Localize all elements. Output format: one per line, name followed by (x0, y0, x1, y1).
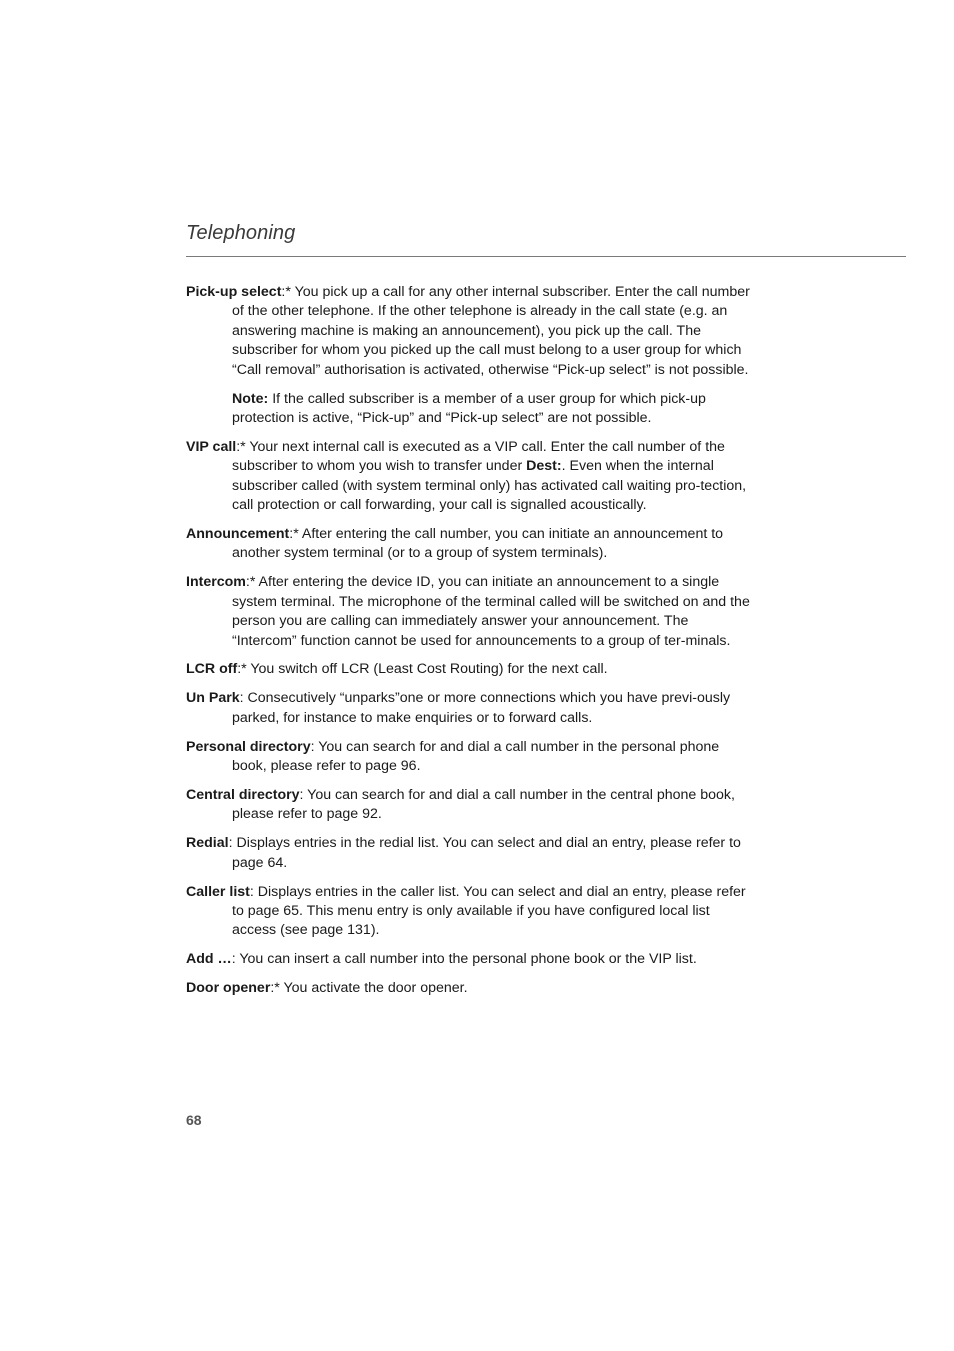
entry-description-continued: . Even when the internal subscriber called (with system terminal only) has activated call waiting pro-tection, call protection or call forwarding, your call is signalled acoustically. (232, 458, 747, 514)
entry-add (186, 950, 754, 969)
entry-description: :* You pick up a call for any other internal subscriber. Enter the call number of the other telephone. If the other telephone is already in the call state (e.g. an answering machine is making an announcement), you pick up the call. The subscriber for whom you picked up the call must belong to a user group for which “Call removal” authorisation is activated, otherwise “Pick-up select” is not possible. (232, 284, 750, 378)
entry-term: Caller list (186, 883, 250, 900)
entry-personal-directory (186, 738, 754, 777)
header-rule (186, 256, 906, 257)
entry-intercom (186, 573, 754, 651)
entry-description: : Displays entries in the caller list. You can select and dial an entry, please refer to page 65. This menu entry is only available if you have configured local list access (see page 131). (232, 883, 746, 939)
entry-lcr-off (186, 660, 754, 679)
entry-description: :* After entering the device ID, you can initiate an announcement to a single system terminal. The microphone of the terminal called will be switched on and the person you are calling can immediately answer your announcement. The “Intercom” function cannot be used for announcements to a group of ter-minals. (232, 574, 750, 649)
entry-central-directory (186, 786, 754, 825)
entry-term: Add … (186, 951, 232, 968)
entry-term: LCR off (186, 661, 238, 678)
note-label: Note: (232, 390, 269, 407)
entry-announcement (186, 525, 754, 564)
entry-term: Door opener (186, 980, 271, 997)
entry-door-opener (186, 979, 754, 998)
entry-term: Intercom (186, 574, 246, 591)
entry-pick-up-select (186, 283, 754, 380)
entry-description: : You can search for and dial a call number in the central phone book, please refer to page 92. (232, 786, 735, 823)
entry-term: Announcement (186, 525, 290, 542)
entry-term: VIP call (186, 438, 237, 455)
entry-description: :* Your next internal call is executed as a VIP call. Enter the call number of the subscriber to whom you wish to transfer under (232, 438, 725, 475)
entry-term: Pick-up select (186, 284, 282, 300)
entry-term: Redial (186, 835, 229, 852)
entry-description: : You can insert a call number into the personal phone book or the VIP list. (231, 951, 697, 968)
pick-up-note (186, 390, 754, 429)
inline-term-dest: Dest: (526, 458, 562, 475)
note-text: If the called subscriber is a member of a user group for which pick-up protection is active, “Pick-up” and “Pick-up select” are not possible. (232, 390, 706, 426)
section-title: Telephoning (186, 222, 296, 244)
entry-description: : You can search for and dial a call number in the personal phone book, please refer to page 96. (232, 738, 720, 775)
entry-description: :* You switch off LCR (Least Cost Routing) for the next call. (237, 661, 608, 678)
entry-description: :* After entering the call number, you can initiate an announcement to another system terminal (or to a group of system terminals). (232, 525, 724, 562)
page-number: 68 (186, 1112, 202, 1128)
menu-description-list (186, 283, 754, 1008)
entry-term: Personal directory (186, 738, 311, 755)
entry-description: :* You activate the door opener. (270, 980, 468, 997)
entry-term: Un Park (186, 690, 240, 707)
entry-vip-call (186, 438, 754, 516)
entry-redial (186, 834, 754, 873)
entry-term: Central directory (186, 786, 300, 803)
entry-description: : Consecutively “unparks”one or more connections which you have previ-ously parked, for instance to make enquiries or to forward calls. (232, 690, 731, 726)
entry-un-park (186, 689, 754, 728)
entry-description: : Displays entries in the redial list. You can select and dial an entry, please refer to page 64. (228, 835, 741, 871)
entry-caller-list (186, 883, 754, 941)
